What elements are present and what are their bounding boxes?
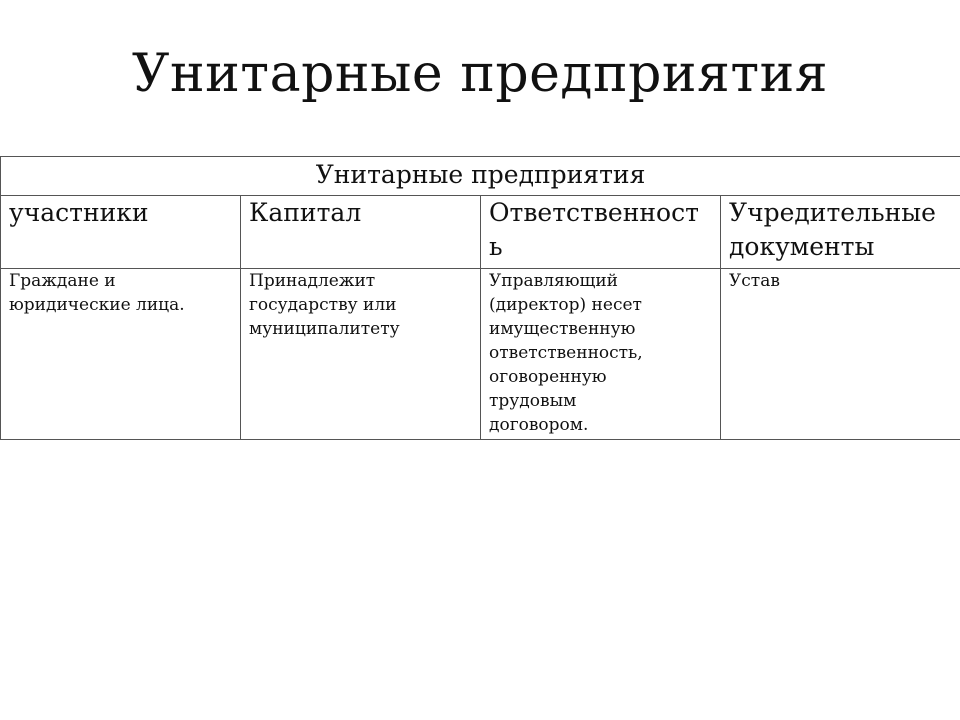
cell-liability-text: Управляющий (директор) несет имущественную ответственность, оговоренную трудовым договором. <box>489 271 643 435</box>
cell-liability <box>481 269 721 440</box>
table-caption-row <box>1 157 960 196</box>
header-participants <box>1 196 241 269</box>
header-liability <box>481 196 721 269</box>
table-header-row <box>1 196 960 269</box>
header-liability-label: Ответственность <box>489 198 699 261</box>
unitary-enterprises-table-wrap <box>0 156 960 440</box>
cell-participants-text: Граждане и юридические лица. <box>9 271 185 315</box>
unitary-enterprises-table <box>0 156 960 440</box>
table-row <box>1 269 960 440</box>
slide-title: Унитарные предприятия <box>131 44 829 104</box>
cell-capital-text: Принадлежит государству или муниципалитету <box>249 271 400 339</box>
cell-founding-documents-text: Устав <box>729 271 780 291</box>
cell-capital <box>241 269 481 440</box>
table-caption: Унитарные предприятия <box>1 157 960 196</box>
header-participants-label: участники <box>9 198 149 227</box>
cell-participants <box>1 269 241 440</box>
header-capital <box>241 196 481 269</box>
header-capital-label: Капитал <box>249 198 362 227</box>
header-founding-documents-label: Учредительные документы <box>729 198 936 261</box>
header-founding-documents <box>721 196 960 269</box>
cell-founding-documents <box>721 269 960 440</box>
